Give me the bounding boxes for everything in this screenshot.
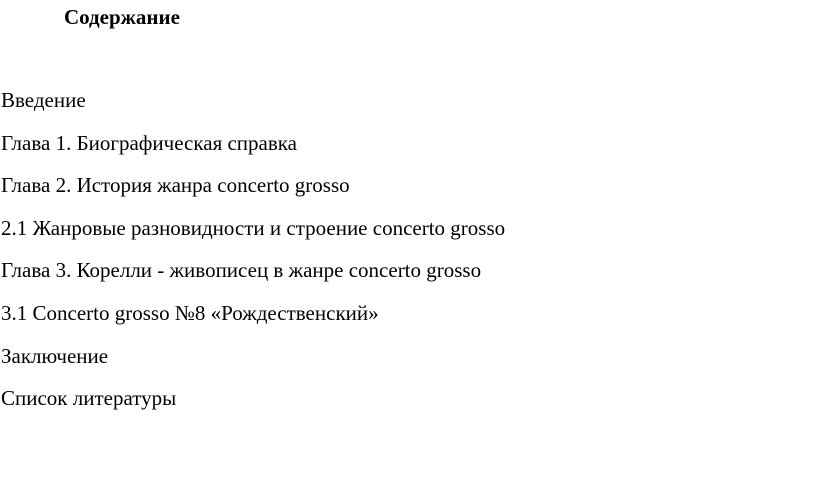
toc-item-conclusion: Заключение xyxy=(1,343,109,368)
toc-item-introduction: Введение xyxy=(1,88,86,112)
toc-item-chapter-3: Глава 3. Корелли - живописец в жанре concerto grosso xyxy=(1,258,482,283)
toc-item-chapter-1: Глава 1. Биографическая справка xyxy=(1,130,297,155)
toc-item-bibliography: Список литературы xyxy=(1,386,177,411)
toc-item-section-3-1: 3.1 Concerto grosso №8 «Рождественский» xyxy=(1,300,379,325)
toc-item-chapter-2: Глава 2. История жанра concerto grosso xyxy=(1,173,350,198)
page-title: Содержание xyxy=(64,5,180,29)
table-of-contents xyxy=(1,87,505,428)
toc-item-section-2-1: 2.1 Жанровые разновидности и строение concerto grosso xyxy=(1,215,506,240)
